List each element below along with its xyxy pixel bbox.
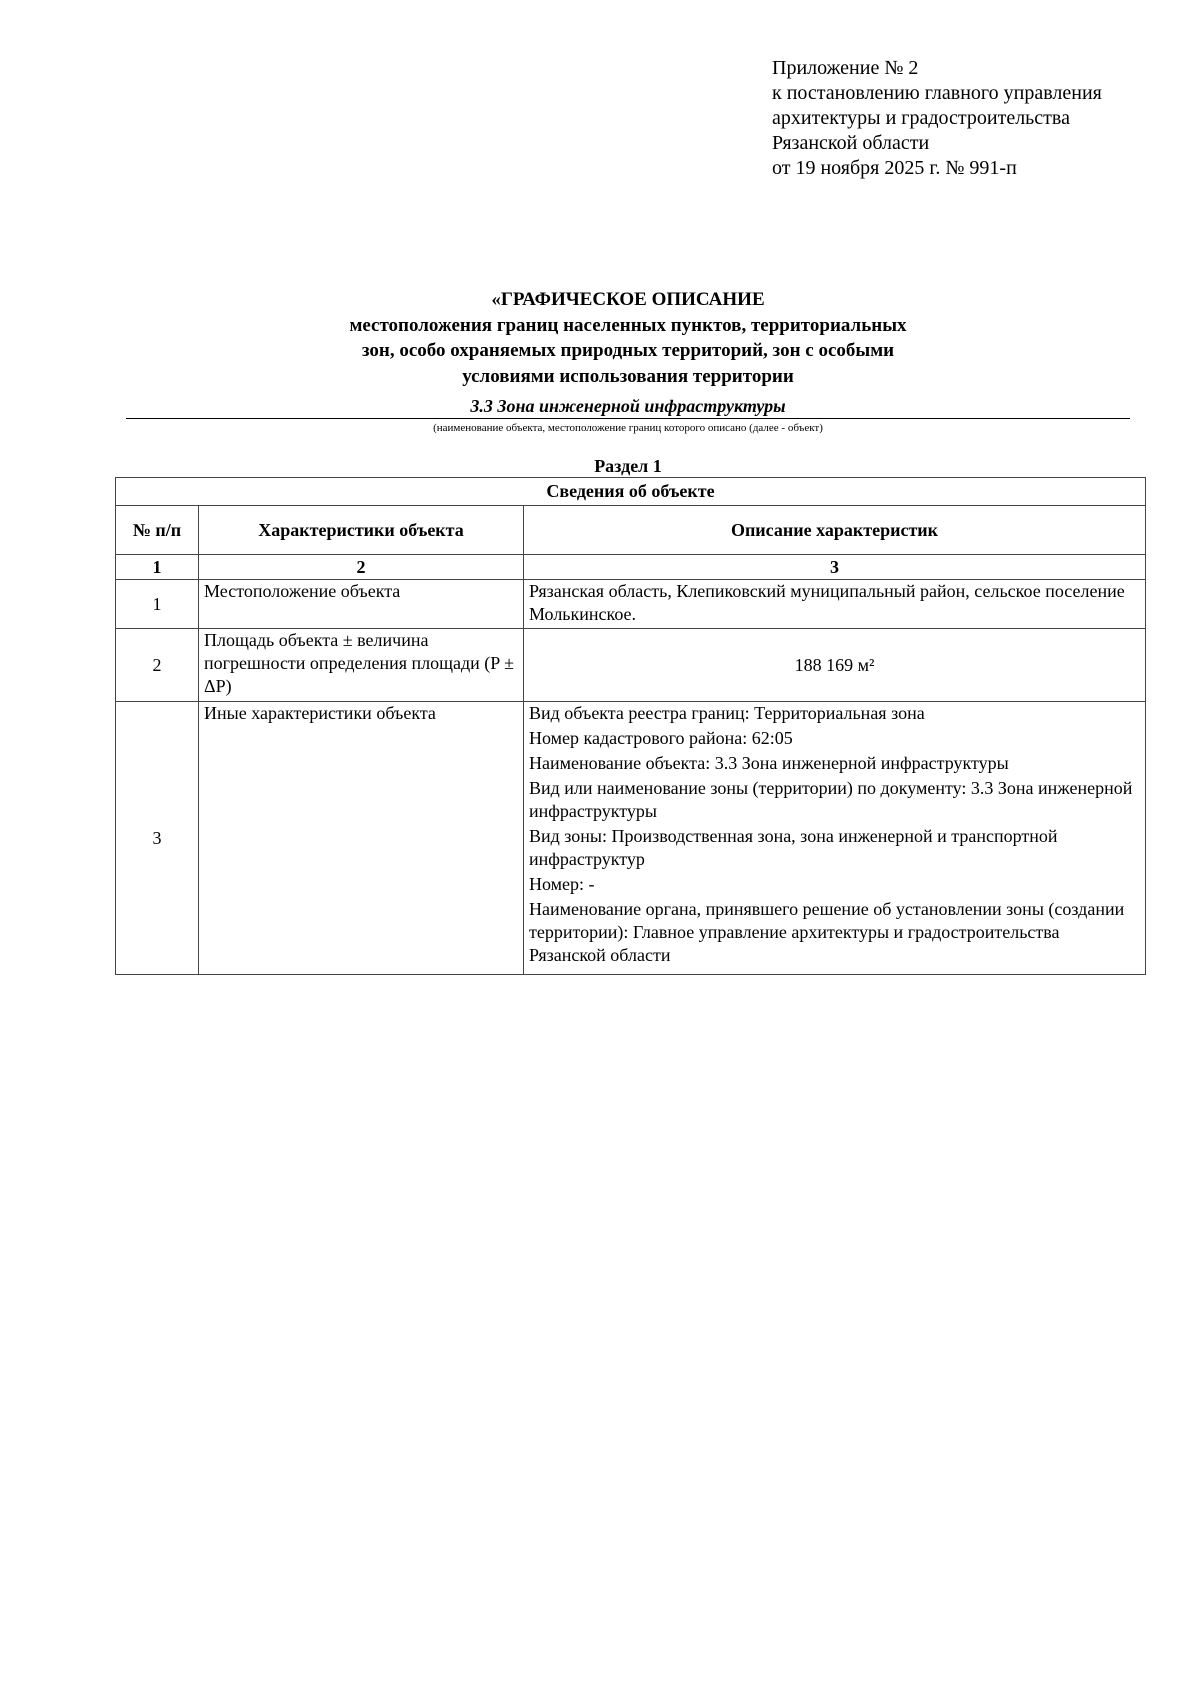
row-number: 2 (116, 629, 199, 702)
document-title (126, 287, 1130, 389)
description-line: Рязанская область, Клепиковский муниципальный район, сельское поселение Молькинское. (529, 581, 1125, 624)
appendix-line: архитектуры и градостроительства (772, 107, 1070, 129)
table-row (116, 702, 1146, 975)
title-line: условиями использования территории (462, 365, 794, 387)
description-line: Наименование объекта: 3.3 Зона инженерной инфраструктуры (529, 753, 1009, 773)
row-description (524, 580, 1146, 629)
description-line: Вид зоны: Производственная зона, зона инженерной и транспортной инфраструктур (529, 826, 1058, 869)
title-line: зон, особо охраняемых природных территорий, зон с особыми (361, 340, 895, 361)
index-cell: 3 (524, 555, 1146, 580)
description-line: Вид объекта реестра границ: Территориальная зона (529, 703, 925, 723)
header-characteristic: Характеристики объекта (199, 506, 524, 555)
title-line: местоположения границ населенных пунктов, территориальных (349, 314, 907, 336)
row-characteristic: Площадь объекта ± величина погрешности определения площади (P ± ΔP) (199, 629, 524, 702)
description-line: Номер кадастрового района: 62:05 (529, 728, 793, 748)
table-index-row (116, 555, 1146, 580)
object-info-table (115, 477, 1146, 975)
row-number: 3 (116, 702, 199, 975)
row-number: 1 (116, 580, 199, 629)
table-caption: Сведения об объекте (116, 478, 1146, 506)
description-line: Номер: - (529, 874, 595, 894)
row-characteristic: Местоположение объекта (199, 580, 524, 629)
appendix-note (772, 56, 1102, 181)
underline-divider (126, 418, 1130, 419)
area-value: 188 169 м² (794, 654, 875, 675)
appendix-line: Рязанской области (772, 132, 930, 154)
header-number: № п/п (116, 506, 199, 555)
title-line: «ГРАФИЧЕСКОЕ ОПИСАНИЕ (491, 289, 765, 310)
appendix-line: Приложение № 2 (772, 57, 919, 79)
description-line: Наименование органа, принявшего решение об установлении зоны (создании территории): Главное управление архитектуры и градостроительства Рязанской области (529, 899, 1125, 965)
appendix-line: от 19 ноября 2025 г. № 991-п (772, 157, 1017, 179)
table-row (116, 629, 1146, 702)
appendix-line: к постановлению главного управления (772, 82, 1102, 104)
index-cell: 1 (116, 555, 199, 580)
section-title: Раздел 1 (594, 456, 662, 476)
table-row (116, 580, 1146, 629)
object-name: 3.3 Зона инженерной инфраструктуры (470, 396, 786, 416)
table-header-row (116, 506, 1146, 555)
description-line: Вид или наименование зоны (территории) по документу: 3.3 Зона инженерной инфраструктуры (529, 778, 1133, 821)
table-caption-row (116, 478, 1146, 506)
object-name-caption: (наименование объекта, местоположение границ которого описано (далее - объект) (433, 422, 823, 434)
header-description: Описание характеристик (524, 506, 1146, 555)
row-characteristic: Иные характеристики объекта (199, 702, 524, 975)
row-description (524, 702, 1146, 975)
row-description (524, 629, 1146, 702)
index-cell: 2 (199, 555, 524, 580)
